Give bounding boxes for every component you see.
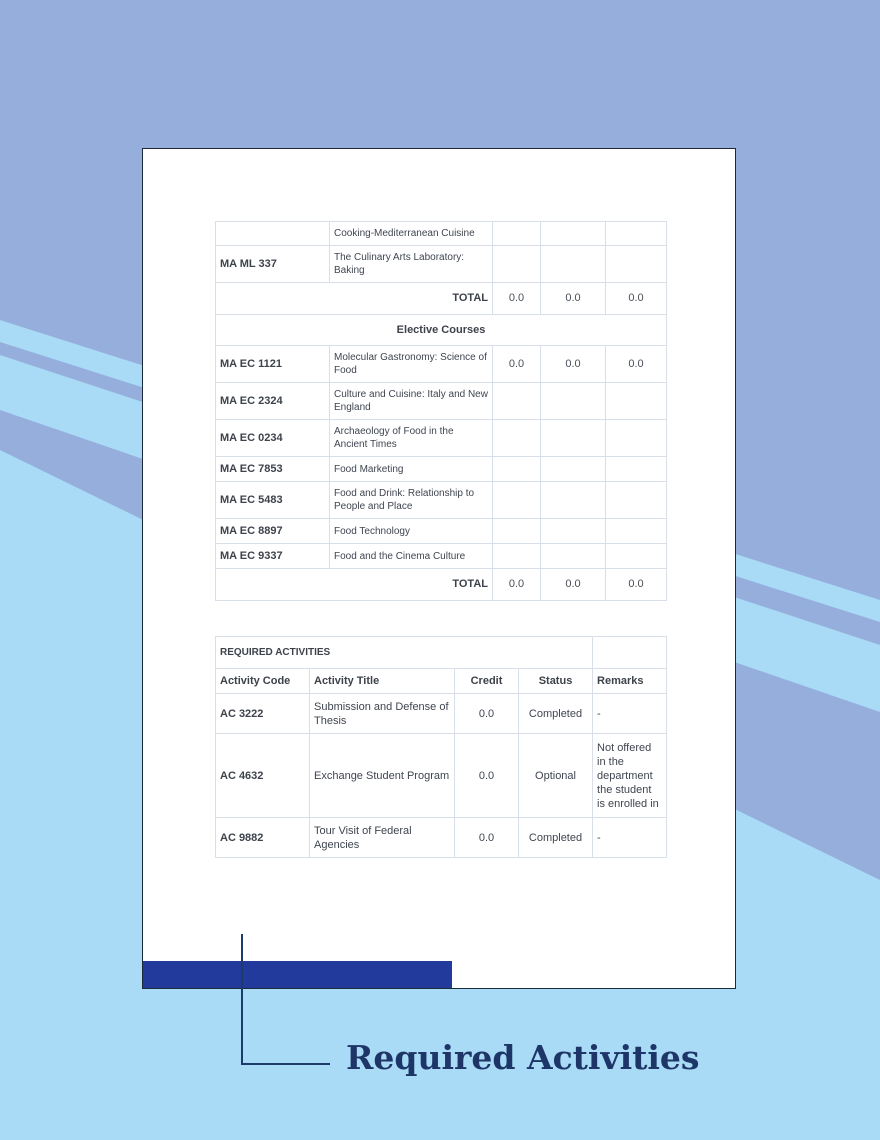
course-code: MA EC 8897: [216, 519, 330, 544]
course-code: MA ML 337: [216, 246, 330, 283]
header-remarks: Remarks: [593, 669, 667, 694]
activities-caption: REQUIRED ACTIVITIES: [216, 637, 593, 669]
course-code: MA EC 1121: [216, 346, 330, 383]
course-title: Molecular Gastronomy: Science of Food: [330, 346, 493, 383]
table-row: [216, 222, 667, 246]
course-title: Food and Drink: Relationship to People and Place: [330, 482, 493, 519]
course-value: [493, 420, 541, 457]
course-value: [541, 482, 606, 519]
course-value: [606, 519, 667, 544]
accent-bar: [143, 961, 452, 988]
course-code: [216, 222, 330, 246]
total-label: TOTAL: [216, 283, 493, 315]
activity-credit: 0.0: [455, 818, 519, 858]
caption-row: [216, 637, 667, 669]
course-title: Food Technology: [330, 519, 493, 544]
course-value: [606, 544, 667, 569]
course-value: [606, 222, 667, 246]
course-code: MA EC 9337: [216, 544, 330, 569]
callout-line: [241, 1063, 330, 1065]
table-row: [216, 519, 667, 544]
course-value: [493, 544, 541, 569]
activity-status: Completed: [519, 694, 593, 734]
course-value: [541, 222, 606, 246]
course-code: MA EC 0234: [216, 420, 330, 457]
activity-title: Submission and Defense of Thesis: [310, 694, 455, 734]
course-value: [541, 246, 606, 283]
course-value: [493, 482, 541, 519]
course-value: [493, 457, 541, 482]
activity-credit: 0.0: [455, 734, 519, 818]
total-value: 0.0: [606, 569, 667, 601]
total-value: 0.0: [541, 283, 606, 315]
course-value: [606, 457, 667, 482]
callout-line: [241, 934, 243, 1065]
course-value: [541, 420, 606, 457]
course-title: Cooking-Mediterranean Cuisine: [330, 222, 493, 246]
section-row: [216, 315, 667, 346]
course-value: [606, 383, 667, 420]
course-value: [541, 519, 606, 544]
elective-heading: Elective Courses: [216, 315, 667, 346]
activity-status: Optional: [519, 734, 593, 818]
header-status: Status: [519, 669, 593, 694]
course-value: [606, 246, 667, 283]
empty-cell: [593, 637, 667, 669]
table-row: [216, 482, 667, 519]
activity-title: Exchange Student Program: [310, 734, 455, 818]
table-row: [216, 457, 667, 482]
total-value: 0.0: [606, 283, 667, 315]
activity-status: Completed: [519, 818, 593, 858]
header-activity-title: Activity Title: [310, 669, 455, 694]
course-code: MA EC 2324: [216, 383, 330, 420]
course-value: 0.0: [606, 346, 667, 383]
course-value: [493, 383, 541, 420]
table-row: [216, 734, 667, 818]
course-value: [493, 246, 541, 283]
course-title: Food Marketing: [330, 457, 493, 482]
total-label: TOTAL: [216, 569, 493, 601]
total-value: 0.0: [541, 569, 606, 601]
table-row: [216, 246, 667, 283]
course-value: [541, 457, 606, 482]
total-value: 0.0: [493, 283, 541, 315]
document-page: [142, 148, 736, 989]
course-value: [541, 383, 606, 420]
course-value: [541, 544, 606, 569]
course-value: 0.0: [541, 346, 606, 383]
caption-title: Required Activities: [346, 1038, 700, 1077]
course-value: [606, 482, 667, 519]
table-row: [216, 818, 667, 858]
header-row: [216, 669, 667, 694]
activities-table: [215, 636, 667, 858]
header-credit: Credit: [455, 669, 519, 694]
header-activity-code: Activity Code: [216, 669, 310, 694]
total-row: [216, 569, 667, 601]
course-title: The Culinary Arts Laboratory: Baking: [330, 246, 493, 283]
table-row: [216, 544, 667, 569]
activity-credit: 0.0: [455, 694, 519, 734]
total-row: [216, 283, 667, 315]
course-code: MA EC 7853: [216, 457, 330, 482]
table-row: [216, 383, 667, 420]
table-row: [216, 346, 667, 383]
course-code: MA EC 5483: [216, 482, 330, 519]
activity-remarks: -: [593, 818, 667, 858]
course-title: Archaeology of Food in the Ancient Times: [330, 420, 493, 457]
course-value: [606, 420, 667, 457]
table-row: [216, 420, 667, 457]
activity-code: AC 9882: [216, 818, 310, 858]
course-title: Food and the Cinema Culture: [330, 544, 493, 569]
activity-title: Tour Visit of Federal Agencies: [310, 818, 455, 858]
table-row: [216, 694, 667, 734]
activity-code: AC 3222: [216, 694, 310, 734]
course-value: [493, 519, 541, 544]
courses-table: [215, 221, 667, 601]
activity-code: AC 4632: [216, 734, 310, 818]
activity-remarks: Not offered in the department the student is enrolled in: [593, 734, 667, 818]
course-value: 0.0: [493, 346, 541, 383]
total-value: 0.0: [493, 569, 541, 601]
course-value: [493, 222, 541, 246]
activity-remarks: -: [593, 694, 667, 734]
course-title: Culture and Cuisine: Italy and New England: [330, 383, 493, 420]
